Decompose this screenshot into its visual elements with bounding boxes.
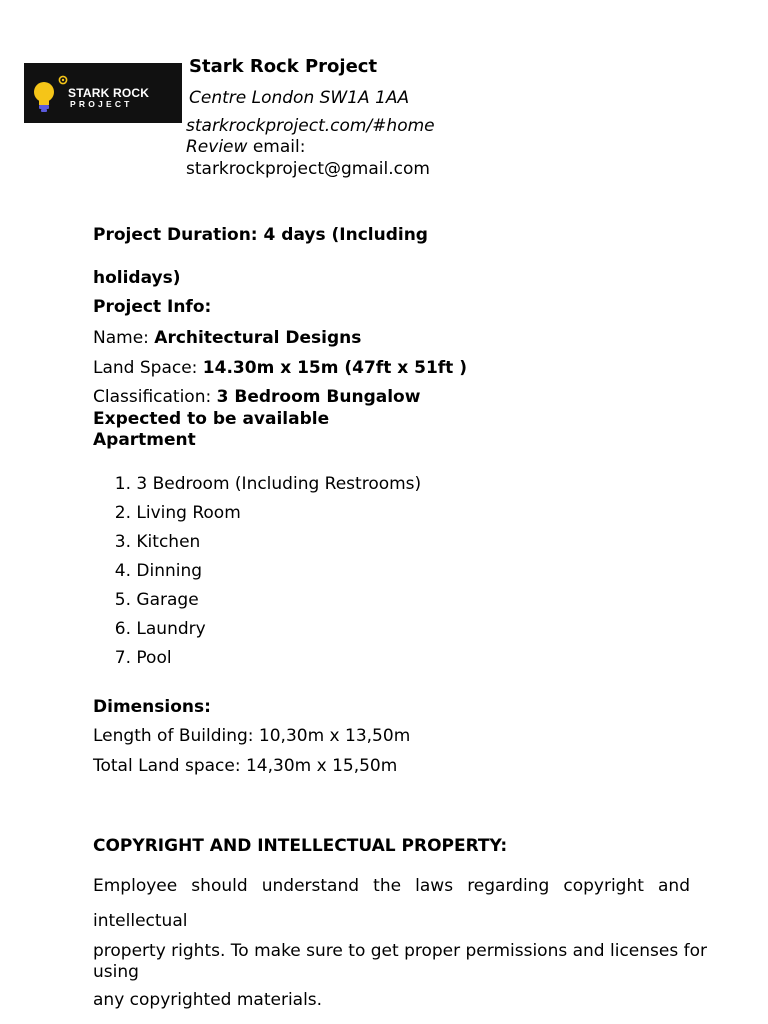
review-word: Review <box>186 137 248 157</box>
copyright-line5: any copyrighted materials. <box>93 990 323 1010</box>
email-link[interactable]: starkrockproject@gmail.com <box>186 159 430 179</box>
classification-row <box>93 387 420 407</box>
name-value: Architectural Designs <box>154 328 362 348</box>
review-email-label <box>186 137 305 157</box>
lightbulb-icon <box>32 81 56 115</box>
list-item: 7. Pool <box>114 648 172 668</box>
building-length: Length of Building: 10,30m x 13,50m <box>93 726 411 746</box>
apartment-heading: Apartment <box>93 430 196 450</box>
project-info-heading: Project Info: <box>93 297 212 317</box>
company-name: Stark Rock Project <box>189 56 378 77</box>
website-link[interactable]: starkrockproject.com/#home <box>186 116 435 136</box>
class-label: Classification: <box>93 387 217 407</box>
total-land-space: Total Land space: 14,30m x 15,50m <box>93 756 398 776</box>
rooms-list <box>93 473 421 676</box>
company-address: Centre London SW1A 1AA <box>189 88 410 108</box>
land-label: Land Space: <box>93 358 203 378</box>
gear-icon <box>58 75 68 85</box>
list-item: 5. Garage <box>114 590 199 610</box>
copyright-line3: property rights. To make sure to get proper permissions and licenses for <box>93 941 707 961</box>
copyright-line4: using <box>93 962 139 982</box>
duration-line1: Project Duration: 4 days (Including <box>93 225 428 245</box>
company-logo <box>24 63 182 123</box>
list-item: 4. Dinning <box>114 561 203 581</box>
list-item: 3. Kitchen <box>114 532 201 552</box>
copyright-line2: intellectual <box>93 911 188 931</box>
list-item: 1. 3 Bedroom (Including Restrooms) <box>114 474 422 494</box>
project-name-row <box>93 328 361 348</box>
duration-line2: holidays) <box>93 268 181 288</box>
review-suffix: email: <box>247 137 306 157</box>
dimensions-heading: Dimensions: <box>93 697 211 717</box>
list-item: 2. Living Room <box>114 503 241 523</box>
land-space-row <box>93 358 467 378</box>
name-label: Name: <box>93 328 155 348</box>
expected-available: Expected to be available <box>93 409 330 429</box>
logo-text-line1: STARK ROCK <box>68 86 150 100</box>
land-value: 14.30m x 15m (47ft x 51ft ) <box>202 358 467 378</box>
class-value: 3 Bedroom Bungalow <box>216 387 421 407</box>
copyright-heading: COPYRIGHT AND INTELLECTUAL PROPERTY: <box>93 836 508 856</box>
logo-text-line2: PROJECT <box>70 99 133 109</box>
copyright-line1: Employee should understand the laws regarding copyright and <box>93 876 690 896</box>
list-item: 6. Laundry <box>114 619 206 639</box>
